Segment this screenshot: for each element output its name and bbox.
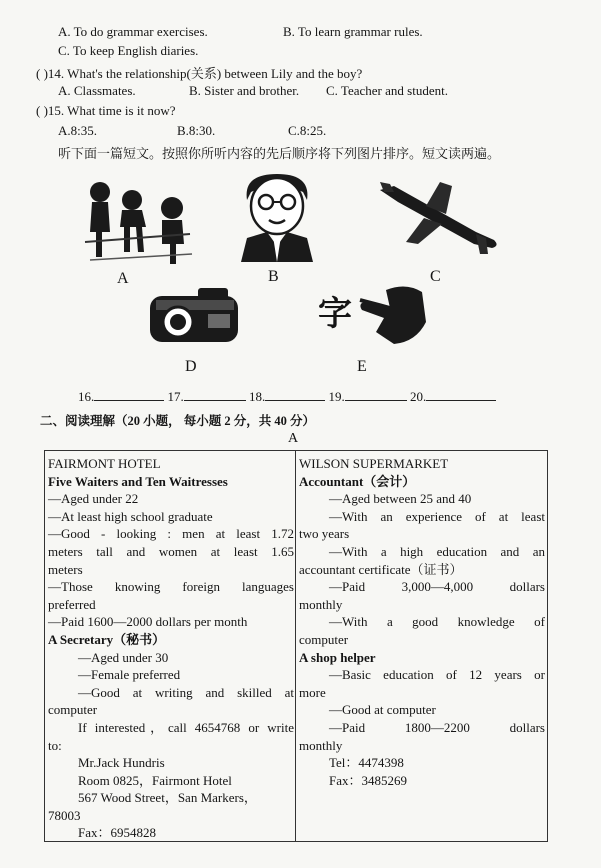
right-job2-line: monthly xyxy=(299,737,343,753)
character-glyph: 字 xyxy=(318,294,352,334)
blank-20[interactable] xyxy=(426,388,496,401)
fairmont-hotel-ad xyxy=(48,455,294,842)
right-job1-line: —Aged between 25 and 40 xyxy=(329,491,472,507)
q15-option-b: B.8:30. xyxy=(177,123,216,138)
figure-label-d: D xyxy=(185,358,197,375)
right-job1-line: monthly xyxy=(299,596,343,612)
left-job1-line: —At least high school graduate xyxy=(48,508,213,524)
figure-label-e: E xyxy=(357,358,367,375)
q14-option-c: C. Teacher and student. xyxy=(326,83,448,98)
q14-option-b: B. Sister and brother. xyxy=(189,83,300,98)
figure-label-c: C xyxy=(430,268,441,285)
right-fax: Fax：3485269 xyxy=(329,772,408,788)
left-ad-title: FAIRMONT HOTEL xyxy=(48,456,161,471)
left-job1-title: Five Waiters and Ten Waitresses xyxy=(48,473,228,489)
blank-16-label: 16. xyxy=(78,389,95,404)
q13-option-b: B. To learn grammar rules. xyxy=(283,24,423,39)
right-job1-line: —With a good knowledge of xyxy=(329,614,545,630)
q15-stem: ( )15. What time is it now? xyxy=(36,103,176,118)
right-job2-title: A shop helper xyxy=(299,649,376,665)
man-with-glasses-icon xyxy=(233,170,321,262)
airplane-icon xyxy=(376,180,504,256)
left-job1-line: —Those knowing foreign languages xyxy=(48,579,294,595)
left-job1-line: meters xyxy=(48,561,83,577)
section-heading: 二、阅读理解（20 小题， 每小题 2 分，共 40 分） xyxy=(40,414,316,428)
q14-stem: ( )14. What's the relationship(关系) between Lily and the boy? xyxy=(36,66,363,81)
right-job2-line: —Basic education of 12 years or xyxy=(329,667,545,683)
wilson-supermarket-ad xyxy=(299,455,545,789)
blank-19-label: 19. xyxy=(328,389,345,404)
listening-instruction: 听下面一篇短文。按照你所听内容的先后顺序将下列图片排序。短文读两遍。 xyxy=(58,146,501,161)
right-job2-line: more xyxy=(299,684,326,700)
left-job1-line: preferred xyxy=(48,596,96,612)
left-job1-line: —Good - looking : men at least 1.72 xyxy=(48,526,294,542)
figure-label-b: B xyxy=(268,268,279,285)
blank-18-label: 18. xyxy=(249,389,266,404)
right-job1-line: accountant certificate（证书） xyxy=(299,561,463,577)
left-job1-line: —Paid 1600—2000 dollars per month xyxy=(48,614,248,630)
left-job2-line: computer xyxy=(48,702,98,718)
left-address-line: 78003 xyxy=(48,807,81,823)
column-divider xyxy=(295,451,296,841)
answer-blanks xyxy=(78,388,496,405)
left-job1-line: —Aged under 22 xyxy=(48,491,139,507)
left-fax: Fax：6954828 xyxy=(78,825,157,841)
hand-writing-character-icon xyxy=(318,282,428,350)
left-job2-line: —Aged under 30 xyxy=(78,649,169,665)
left-contact-line: If interested，call 4654768 or write xyxy=(78,719,294,735)
right-job1-line: computer xyxy=(299,631,349,647)
q15-option-c: C.8:25. xyxy=(288,123,327,138)
blank-17[interactable] xyxy=(184,388,246,401)
left-job2-line: —Good at writing and skilled at xyxy=(78,684,294,700)
left-address-line: 567 Wood Street，San Markers， xyxy=(78,790,257,806)
left-job1-line: meters tall and women at least 1.65 xyxy=(48,543,294,559)
q14-option-a: A. Classmates. xyxy=(58,83,136,98)
right-job1-line: —With a high education and an xyxy=(329,543,545,559)
left-job2-title: A Secretary（秘书） xyxy=(48,631,166,647)
figure-label-a: A xyxy=(117,270,129,287)
right-tel: Tel：4474398 xyxy=(329,755,404,771)
right-job1-line: —Paid 3,000—4,000 dollars xyxy=(329,579,545,595)
right-job2-line: —Paid 1800—2200 dollars xyxy=(329,719,545,735)
passage-letter: A xyxy=(288,431,299,446)
q13-option-a: A. To do grammar exercises. xyxy=(58,24,208,39)
left-address-line: Mr.Jack Hundris xyxy=(78,755,165,771)
blank-20-label: 20. xyxy=(410,389,427,404)
right-job2-line: —Good at computer xyxy=(329,702,436,718)
q15-option-a: A.8:35. xyxy=(58,123,97,138)
q13-option-c: C. To keep English diaries. xyxy=(58,43,199,58)
blank-19[interactable] xyxy=(345,388,407,401)
blank-18[interactable] xyxy=(265,388,325,401)
right-job1-line: two years xyxy=(299,526,350,542)
right-job1-line: —With an experience of at least xyxy=(329,508,545,524)
left-address-line: Room 0825，Fairmont Hotel xyxy=(78,772,232,788)
left-contact-line: to: xyxy=(48,737,62,753)
job-ads-table xyxy=(44,450,548,842)
right-ad-title: WILSON SUPERMARKET xyxy=(299,456,449,471)
right-job1-title: Accountant（会计） xyxy=(299,473,416,489)
blank-16[interactable] xyxy=(94,388,164,401)
camera-icon xyxy=(146,284,242,348)
children-playing-icon xyxy=(80,172,200,272)
blank-17-label: 17. xyxy=(167,389,184,404)
left-job2-line: —Female preferred xyxy=(78,667,181,683)
